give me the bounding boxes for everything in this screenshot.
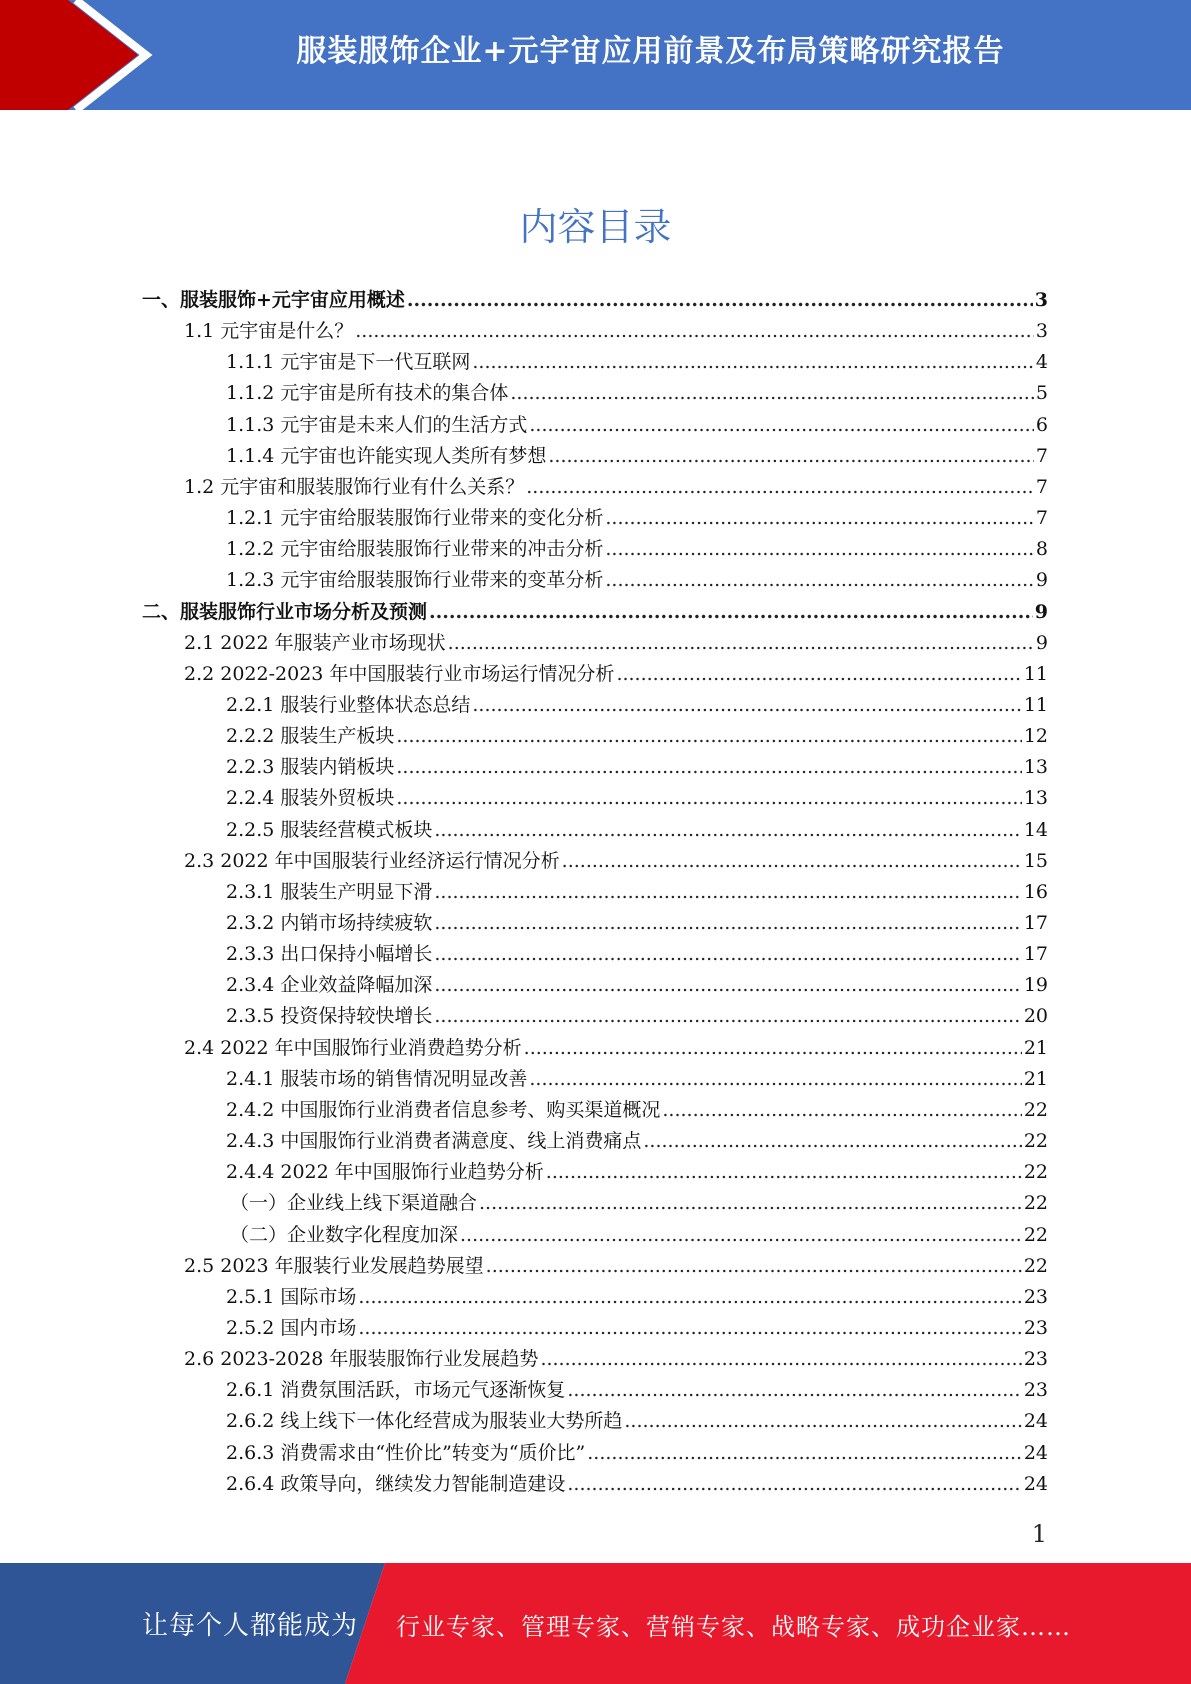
- toc-entry-label: 2.2.5 服装经营模式板块: [226, 818, 433, 841]
- toc-entry[interactable]: [226, 784, 1048, 812]
- toc-entry[interactable]: [226, 816, 1048, 844]
- toc-entry[interactable]: [226, 691, 1048, 719]
- toc-entry-label: 2.5.2 国内市场: [226, 1316, 357, 1339]
- toc-entry-page: 23: [1023, 1316, 1048, 1339]
- toc-entry-label: 二、服装服饰行业市场分析及预测: [142, 600, 428, 623]
- toc-entry-label: （一）企业线上线下渠道融合: [230, 1192, 478, 1215]
- toc-entry-label: 2.6 2023-2028 年服装服饰行业发展趋势: [184, 1348, 539, 1371]
- toc-entry[interactable]: [226, 1376, 1048, 1404]
- toc-entry-page: 22: [1023, 1254, 1048, 1277]
- toc-entry-page: 9: [1035, 631, 1048, 654]
- toc-entry-label: 2.2.4 服装外贸板块: [226, 787, 395, 810]
- toc-entry-label: 1.2.2 元宇宙给服装服饰行业带来的冲击分析: [226, 538, 604, 561]
- toc-leader-dots: [587, 1439, 1022, 1467]
- toc-leader-dots: [567, 1470, 1021, 1498]
- toc-entry-page: 22: [1023, 1130, 1048, 1153]
- toc-entry[interactable]: [226, 878, 1048, 906]
- toc-entry-page: 24: [1023, 1410, 1048, 1433]
- toc-entry[interactable]: [226, 1096, 1048, 1124]
- toc-entry-label: 2.3.3 出口保持小幅增长: [226, 943, 433, 966]
- toc-entry[interactable]: [226, 940, 1048, 968]
- toc-leader-dots: [529, 411, 1034, 439]
- toc-entry[interactable]: [184, 473, 1048, 501]
- toc-entry[interactable]: [226, 1314, 1048, 1342]
- toc-entry-label: 2.3.2 内销市场持续疲软: [226, 912, 433, 934]
- toc-entry-page: 24: [1023, 1441, 1048, 1464]
- toc-entry-page: 24: [1023, 1472, 1048, 1495]
- toc-entry[interactable]: [226, 971, 1048, 999]
- toc-entry[interactable]: [184, 847, 1048, 875]
- report-header: [0, 0, 1191, 110]
- toc-leader-dots: [567, 1376, 1021, 1404]
- toc-entry-label: 2.3.4 企业效益降幅加深: [226, 974, 433, 997]
- toc-leader-dots: [529, 1065, 1021, 1093]
- toc-entry-page: 23: [1023, 1285, 1048, 1308]
- toc-entry[interactable]: [142, 286, 1048, 314]
- toc-entry[interactable]: [142, 598, 1048, 626]
- toc-entry-page: 11: [1023, 693, 1048, 716]
- toc-entry-page: 12: [1023, 725, 1048, 748]
- toc-entry[interactable]: [230, 1221, 1048, 1249]
- toc-entry-page: 13: [1023, 787, 1048, 810]
- toc-leader-dots: [624, 1407, 1021, 1435]
- toc-entry[interactable]: [184, 1034, 1048, 1062]
- toc-entry-label: 2.6.2 线上线下一体化经营成为服装业大势所趋: [226, 1410, 623, 1433]
- toc-leader-dots: [434, 971, 1021, 999]
- toc-leader-dots: [434, 1002, 1021, 1030]
- toc-entry-label: 1.2 元宇宙和服装服饰行业有什么关系？: [184, 475, 525, 498]
- toc-entry-page: 7: [1035, 507, 1048, 530]
- toc-entry-page: 3: [1034, 289, 1048, 311]
- toc-leader-dots: [472, 348, 1034, 376]
- toc-entry[interactable]: [226, 1158, 1048, 1186]
- toc-leader-dots: [396, 753, 1021, 781]
- toc-leader-dots: [486, 1252, 1022, 1280]
- toc-entry-page: 21: [1023, 1036, 1048, 1059]
- toc-leader-dots: [448, 629, 1034, 657]
- toc-leader-dots: [616, 660, 1021, 688]
- toc-entry-label: 2.1 2022 年服装产业市场现状: [184, 631, 446, 654]
- toc-entry-label: 2.3.5 投资保持较快增长: [226, 1005, 433, 1028]
- toc-leader-dots: [358, 1283, 1021, 1311]
- toc-entry-label: 2.2.2 服装生产板块: [226, 725, 395, 748]
- toc-entry-label: 2.4 2022 年中国服饰行业消费趋势分析: [184, 1036, 522, 1059]
- toc-entry-page: 17: [1023, 912, 1048, 934]
- toc-leader-dots: [460, 1221, 1022, 1249]
- toc-entry-label: 2.6.4 政策导向，继续发力智能制造建设: [226, 1472, 566, 1495]
- toc-entry-label: 2.6.1 消费氛围活跃，市场元气逐渐恢复: [226, 1379, 566, 1402]
- toc-entry[interactable]: [226, 1065, 1048, 1093]
- toc-entry-label: 1.1.1 元宇宙是下一代互联网: [226, 351, 471, 374]
- toc-leader-dots: [548, 442, 1034, 470]
- toc-leader-dots: [605, 566, 1034, 594]
- toc-entry[interactable]: [226, 753, 1048, 781]
- report-title: 服装服饰企业+元宇宙应用前景及布局策略研究报告: [296, 34, 1005, 69]
- toc-leader-dots: [434, 940, 1021, 968]
- toc-entry[interactable]: [226, 909, 1048, 937]
- toc-entry-page: 6: [1035, 413, 1048, 436]
- toc-leader-dots: [472, 691, 1021, 719]
- toc-leader-dots: [643, 1127, 1021, 1155]
- toc-entry[interactable]: [226, 1470, 1048, 1498]
- toc-entry-label: 1.1.2 元宇宙是所有技术的集合体: [226, 382, 509, 405]
- toc-entry-label: 2.4.4 2022 年中国服饰行业趋势分析: [226, 1161, 544, 1184]
- toc-entry-page: 19: [1023, 974, 1048, 997]
- toc-entry-page: 7: [1035, 444, 1048, 467]
- toc-leader-dots: [605, 504, 1034, 532]
- toc-entry-label: 1.1 元宇宙是什么？: [184, 320, 354, 343]
- toc-entry[interactable]: [226, 442, 1048, 470]
- toc-entry-page: 16: [1023, 880, 1048, 903]
- toc-entry[interactable]: [226, 1127, 1048, 1155]
- toc-entry[interactable]: [226, 411, 1048, 439]
- toc-entry-page: 22: [1023, 1161, 1048, 1184]
- toc-entry-label: 2.4.3 中国服饰行业消费者满意度、线上消费痛点: [226, 1130, 642, 1153]
- toc-entry-page: 5: [1035, 382, 1048, 405]
- toc-entry[interactable]: [230, 1189, 1048, 1217]
- toc-entry-page: 15: [1023, 849, 1048, 872]
- toc-entry[interactable]: [184, 1345, 1048, 1373]
- toc-entry-label: 2.2 2022-2023 年中国服装行业市场运行情况分析: [184, 662, 615, 685]
- toc-leader-dots: [396, 784, 1021, 812]
- toc-entry[interactable]: [226, 504, 1048, 532]
- toc-entry-label: 2.3.1 服装生产明显下滑: [226, 880, 433, 903]
- toc-leader-dots: [429, 598, 1033, 626]
- toc-entry-label: 2.5 2023 年服装行业发展趋势展望: [184, 1254, 484, 1277]
- toc-entry-page: 3: [1035, 320, 1048, 343]
- toc-entry-page: 8: [1035, 538, 1048, 561]
- toc-entry[interactable]: [226, 535, 1048, 563]
- toc-entry-page: 17: [1023, 943, 1048, 966]
- toc-entry[interactable]: [226, 1283, 1048, 1311]
- toc-entry[interactable]: [226, 1407, 1048, 1435]
- toc-entry-label: 1.1.3 元宇宙是未来人们的生活方式: [226, 413, 528, 436]
- toc-leader-dots: [479, 1189, 1022, 1217]
- toc-entry-page: 7: [1035, 475, 1048, 498]
- toc-entry[interactable]: [184, 317, 1048, 345]
- toc-leader-dots: [562, 847, 1022, 875]
- toc-entry-label: 2.4.1 服装市场的销售情况明显改善: [226, 1067, 528, 1090]
- toc-leader-dots: [546, 1158, 1022, 1186]
- toc-leader-dots: [434, 816, 1021, 844]
- toc-entry-page: 22: [1023, 1223, 1048, 1246]
- page-number: 1: [1031, 1520, 1047, 1548]
- toc-entry-page: 21: [1023, 1067, 1048, 1090]
- footer-experts: 行业专家、管理专家、营销专家、战略专家、成功企业家……: [396, 1613, 1071, 1641]
- toc-leader-dots: [355, 317, 1034, 345]
- toc-heading: 内容目录: [519, 205, 672, 249]
- toc-entry[interactable]: [184, 660, 1048, 688]
- toc-leader-dots: [407, 286, 1033, 314]
- toc-entry[interactable]: [226, 1439, 1048, 1467]
- toc-leader-dots: [662, 1096, 1021, 1124]
- toc-entry-label: 1.1.4 元宇宙也许能实现人类所有梦想: [226, 444, 547, 467]
- toc-entry-label: 1.2.3 元宇宙给服装服饰行业带来的变革分析: [226, 569, 604, 592]
- toc-leader-dots: [526, 473, 1034, 501]
- toc-entry-page: 14: [1023, 818, 1048, 841]
- toc-leader-dots: [605, 535, 1034, 563]
- toc-entry-page: 20: [1023, 1005, 1048, 1028]
- toc-leader-dots: [434, 909, 1021, 937]
- footer-banner: [0, 1563, 1191, 1684]
- toc-entry-label: 2.4.2 中国服饰行业消费者信息参考、购买渠道概况: [226, 1098, 661, 1121]
- toc-entry-label: 2.5.1 国际市场: [226, 1285, 357, 1308]
- toc-entry-label: 2.3 2022 年中国服装行业经济运行情况分析: [184, 849, 560, 872]
- toc-entry-label: 2.2.3 服装内销板块: [226, 756, 395, 779]
- toc-entry-page: 9: [1035, 569, 1048, 592]
- toc-entry-page: 9: [1034, 600, 1048, 623]
- chevron-arrow-icon: [0, 0, 160, 110]
- toc-leader-dots: [434, 878, 1021, 906]
- toc-entry[interactable]: [226, 1002, 1048, 1030]
- footer-slogan: 让每个人都能成为: [142, 1611, 359, 1641]
- toc-entry[interactable]: [226, 566, 1048, 594]
- toc-leader-dots: [396, 722, 1021, 750]
- toc-entry-label: 2.6.3 消费需求由“性价比”转变为“质价比”: [226, 1441, 586, 1464]
- toc-entry-label: 2.2.1 服装行业整体状态总结: [226, 693, 471, 716]
- toc-entry-page: 11: [1023, 662, 1048, 685]
- toc-entry-page: 23: [1023, 1348, 1048, 1371]
- toc-entry-page: 13: [1023, 756, 1048, 779]
- toc-entry[interactable]: [226, 379, 1048, 407]
- toc-entry-label: （二）企业数字化程度加深: [230, 1223, 459, 1246]
- toc-entry-page: 22: [1023, 1098, 1048, 1121]
- toc-entry[interactable]: [184, 1252, 1048, 1280]
- toc-entry[interactable]: [184, 629, 1048, 657]
- toc-entry[interactable]: [226, 348, 1048, 376]
- toc-entry-page: 22: [1023, 1192, 1048, 1215]
- toc-leader-dots: [510, 379, 1034, 407]
- toc-entry-label: 1.2.1 元宇宙给服装服饰行业带来的变化分析: [226, 507, 604, 530]
- toc-entry-page: 4: [1035, 351, 1048, 374]
- toc-leader-dots: [358, 1314, 1021, 1342]
- toc-entry-label: 一、服装服饰+元宇宙应用概述: [142, 289, 405, 311]
- toc-leader-dots: [540, 1345, 1021, 1373]
- toc-entry-page: 23: [1023, 1379, 1048, 1402]
- toc-entry[interactable]: [226, 722, 1048, 750]
- toc-leader-dots: [524, 1034, 1022, 1062]
